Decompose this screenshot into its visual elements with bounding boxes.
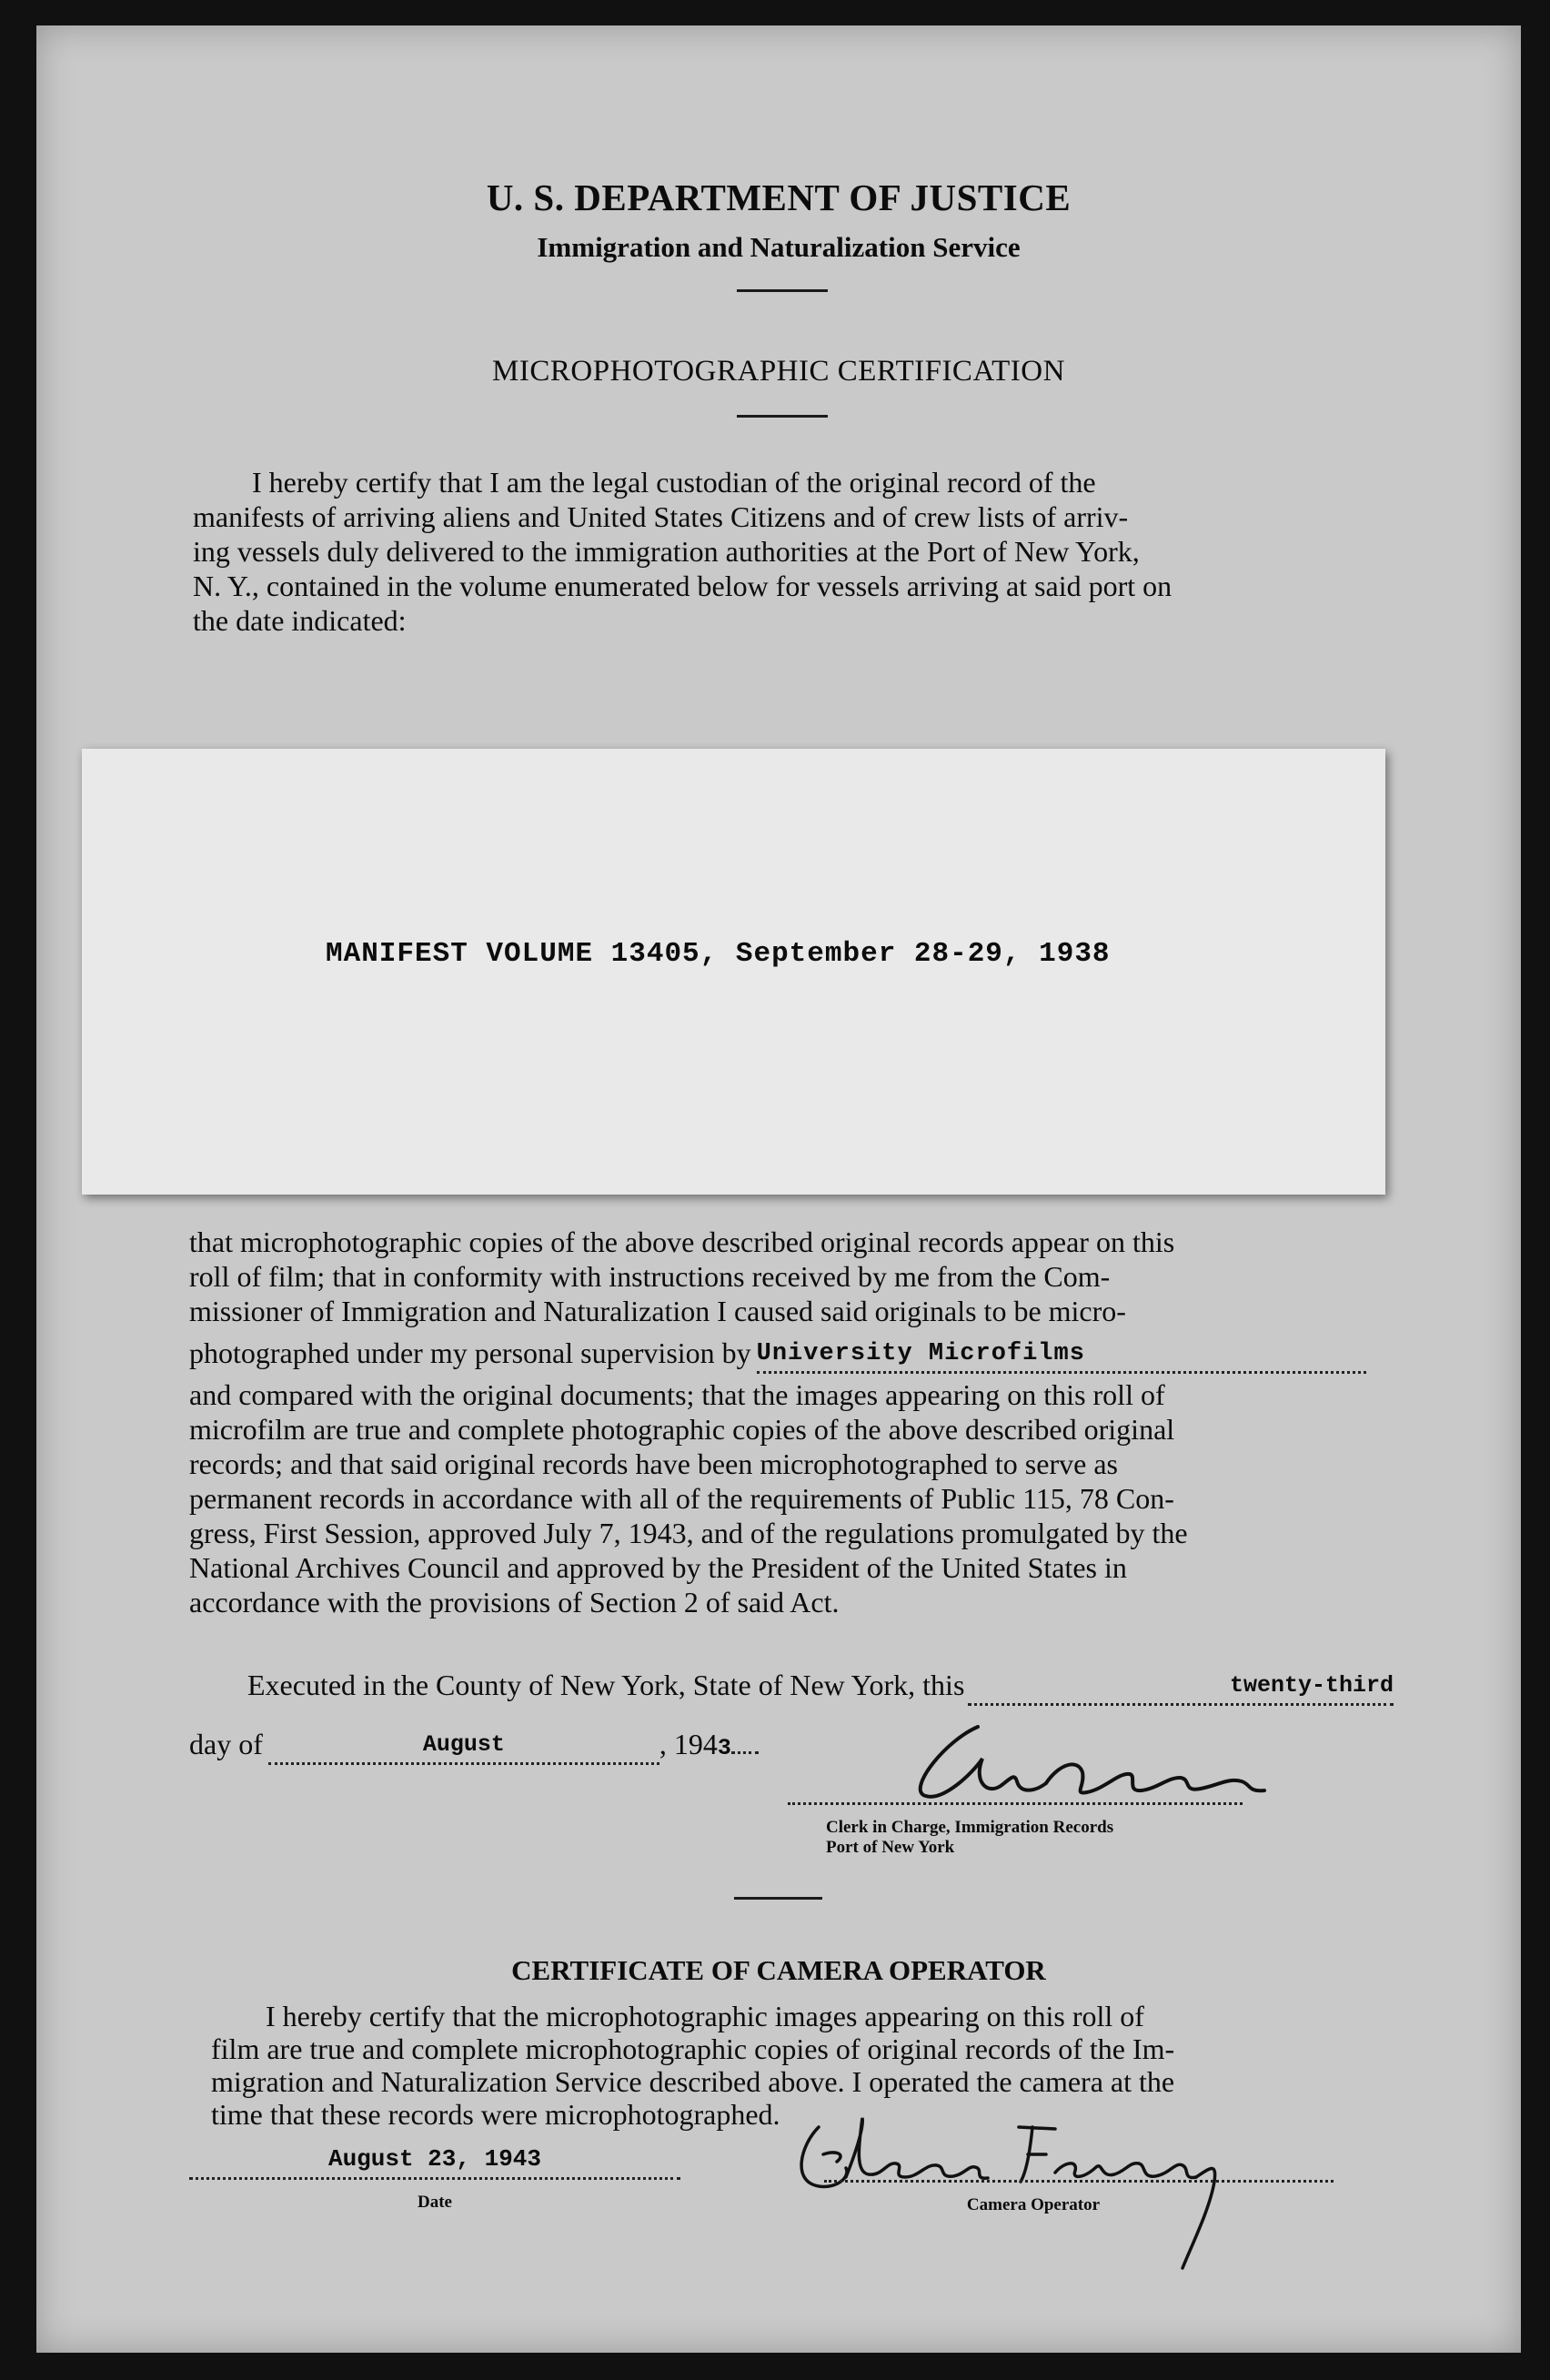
month-value: August xyxy=(422,1731,505,1758)
camera-line: film are true and complete microphotographic copies of original records of the Im- xyxy=(211,2032,1175,2065)
camera-line: migration and Naturalization Service described above. I operated the camera at the xyxy=(211,2065,1175,2098)
intro-line: manifests of arriving aliens and United States Citizens and of crew lists of arriv- xyxy=(193,500,1129,533)
camera-date-value: August 23, 1943 xyxy=(327,2145,542,2173)
intro-paragraph xyxy=(193,465,1366,638)
day-of-label: day of xyxy=(189,1728,263,1760)
clerk-title-line1: Clerk in Charge, Immigration Records xyxy=(826,1818,1114,1837)
camera-operator-signature xyxy=(782,2091,1292,2282)
day-value: twenty-third xyxy=(1229,1672,1394,1699)
intro-line: ing vessels duly delivered to the immigration authorities at the Port of New York, xyxy=(193,535,1140,568)
body-line: accordance with the provisions of Section 2 of said Act. xyxy=(189,1586,840,1619)
divider xyxy=(734,1897,822,1900)
day-field xyxy=(968,1664,1394,1706)
date-label: Date xyxy=(418,2193,452,2212)
clerk-signature xyxy=(891,1709,1328,1818)
certification-title: MICROPHOTOGRAPHIC CERTIFICATION xyxy=(492,355,1065,388)
certificate-page xyxy=(36,25,1521,2353)
camera-operator-line xyxy=(824,2180,1334,2183)
divider xyxy=(737,415,828,418)
month-field xyxy=(268,1723,659,1765)
camera-certificate-title: CERTIFICATE OF CAMERA OPERATOR xyxy=(511,1954,1046,1986)
manifest-slip xyxy=(82,749,1385,1195)
month-line xyxy=(189,1727,826,1769)
camera-line: I hereby certify that the microphotographic images appearing on this roll of xyxy=(266,2000,1144,2032)
body-line: National Archives Council and approved by the President of the United States in xyxy=(189,1551,1127,1584)
year-prefix: , 194 xyxy=(659,1728,718,1760)
divider xyxy=(737,289,828,292)
date-line xyxy=(189,2177,680,2180)
body-line: roll of film; that in conformity with instructions received by me from the Com- xyxy=(189,1260,1111,1293)
supervisor-field xyxy=(757,1332,1366,1374)
service-subheading: Immigration and Naturalization Service xyxy=(537,231,1021,263)
camera-line: time that these records were microphotographed. xyxy=(211,2098,780,2131)
year-field-dots xyxy=(731,1751,759,1754)
manifest-volume-text: MANIFEST VOLUME 13405, September 28-29, 1938 xyxy=(326,938,1111,970)
department-heading: U. S. DEPARTMENT OF JUSTICE xyxy=(486,176,1072,218)
body-paragraph xyxy=(189,1225,1366,1619)
execution-prefix: Executed in the County of New York, State of New York, this xyxy=(247,1669,965,1701)
body-line: and compared with the original documents; that the images appearing on this roll of xyxy=(189,1378,1165,1411)
camera-operator-label: Camera Operator xyxy=(966,2195,1101,2214)
intro-line: the date indicated: xyxy=(193,604,407,637)
execution-line xyxy=(247,1668,1394,1709)
supervision-prefix: photographed under my personal supervision by xyxy=(189,1336,751,1369)
supervision-line xyxy=(189,1336,1366,1377)
body-line: gress, First Session, approved July 7, 1943, and of the regulations promulgated by the xyxy=(189,1517,1188,1549)
body-line: that microphotographic copies of the above described original records appear on this xyxy=(189,1225,1175,1258)
clerk-title-line2: Port of New York xyxy=(826,1838,955,1857)
body-line: microfilm are true and complete photographic copies of the above described original xyxy=(189,1413,1175,1446)
intro-line: I hereby certify that I am the legal custodian of the original record of the xyxy=(252,466,1096,499)
intro-line: N. Y., contained in the volume enumerated below for vessels arriving at said port on xyxy=(193,570,1173,602)
year-digit: 3 xyxy=(717,1735,731,1761)
supervisor-name: University Microfilms xyxy=(756,1340,1085,1367)
body-line: records; and that said original records have been microphotographed to serve as xyxy=(189,1447,1118,1480)
body-line: permanent records in accordance with all of the requirements of Public 115, 78 Con- xyxy=(189,1482,1174,1515)
clerk-signature-line xyxy=(788,1802,1243,1805)
body-line: missioner of Immigration and Naturalization I caused said originals to be micro- xyxy=(189,1295,1126,1327)
